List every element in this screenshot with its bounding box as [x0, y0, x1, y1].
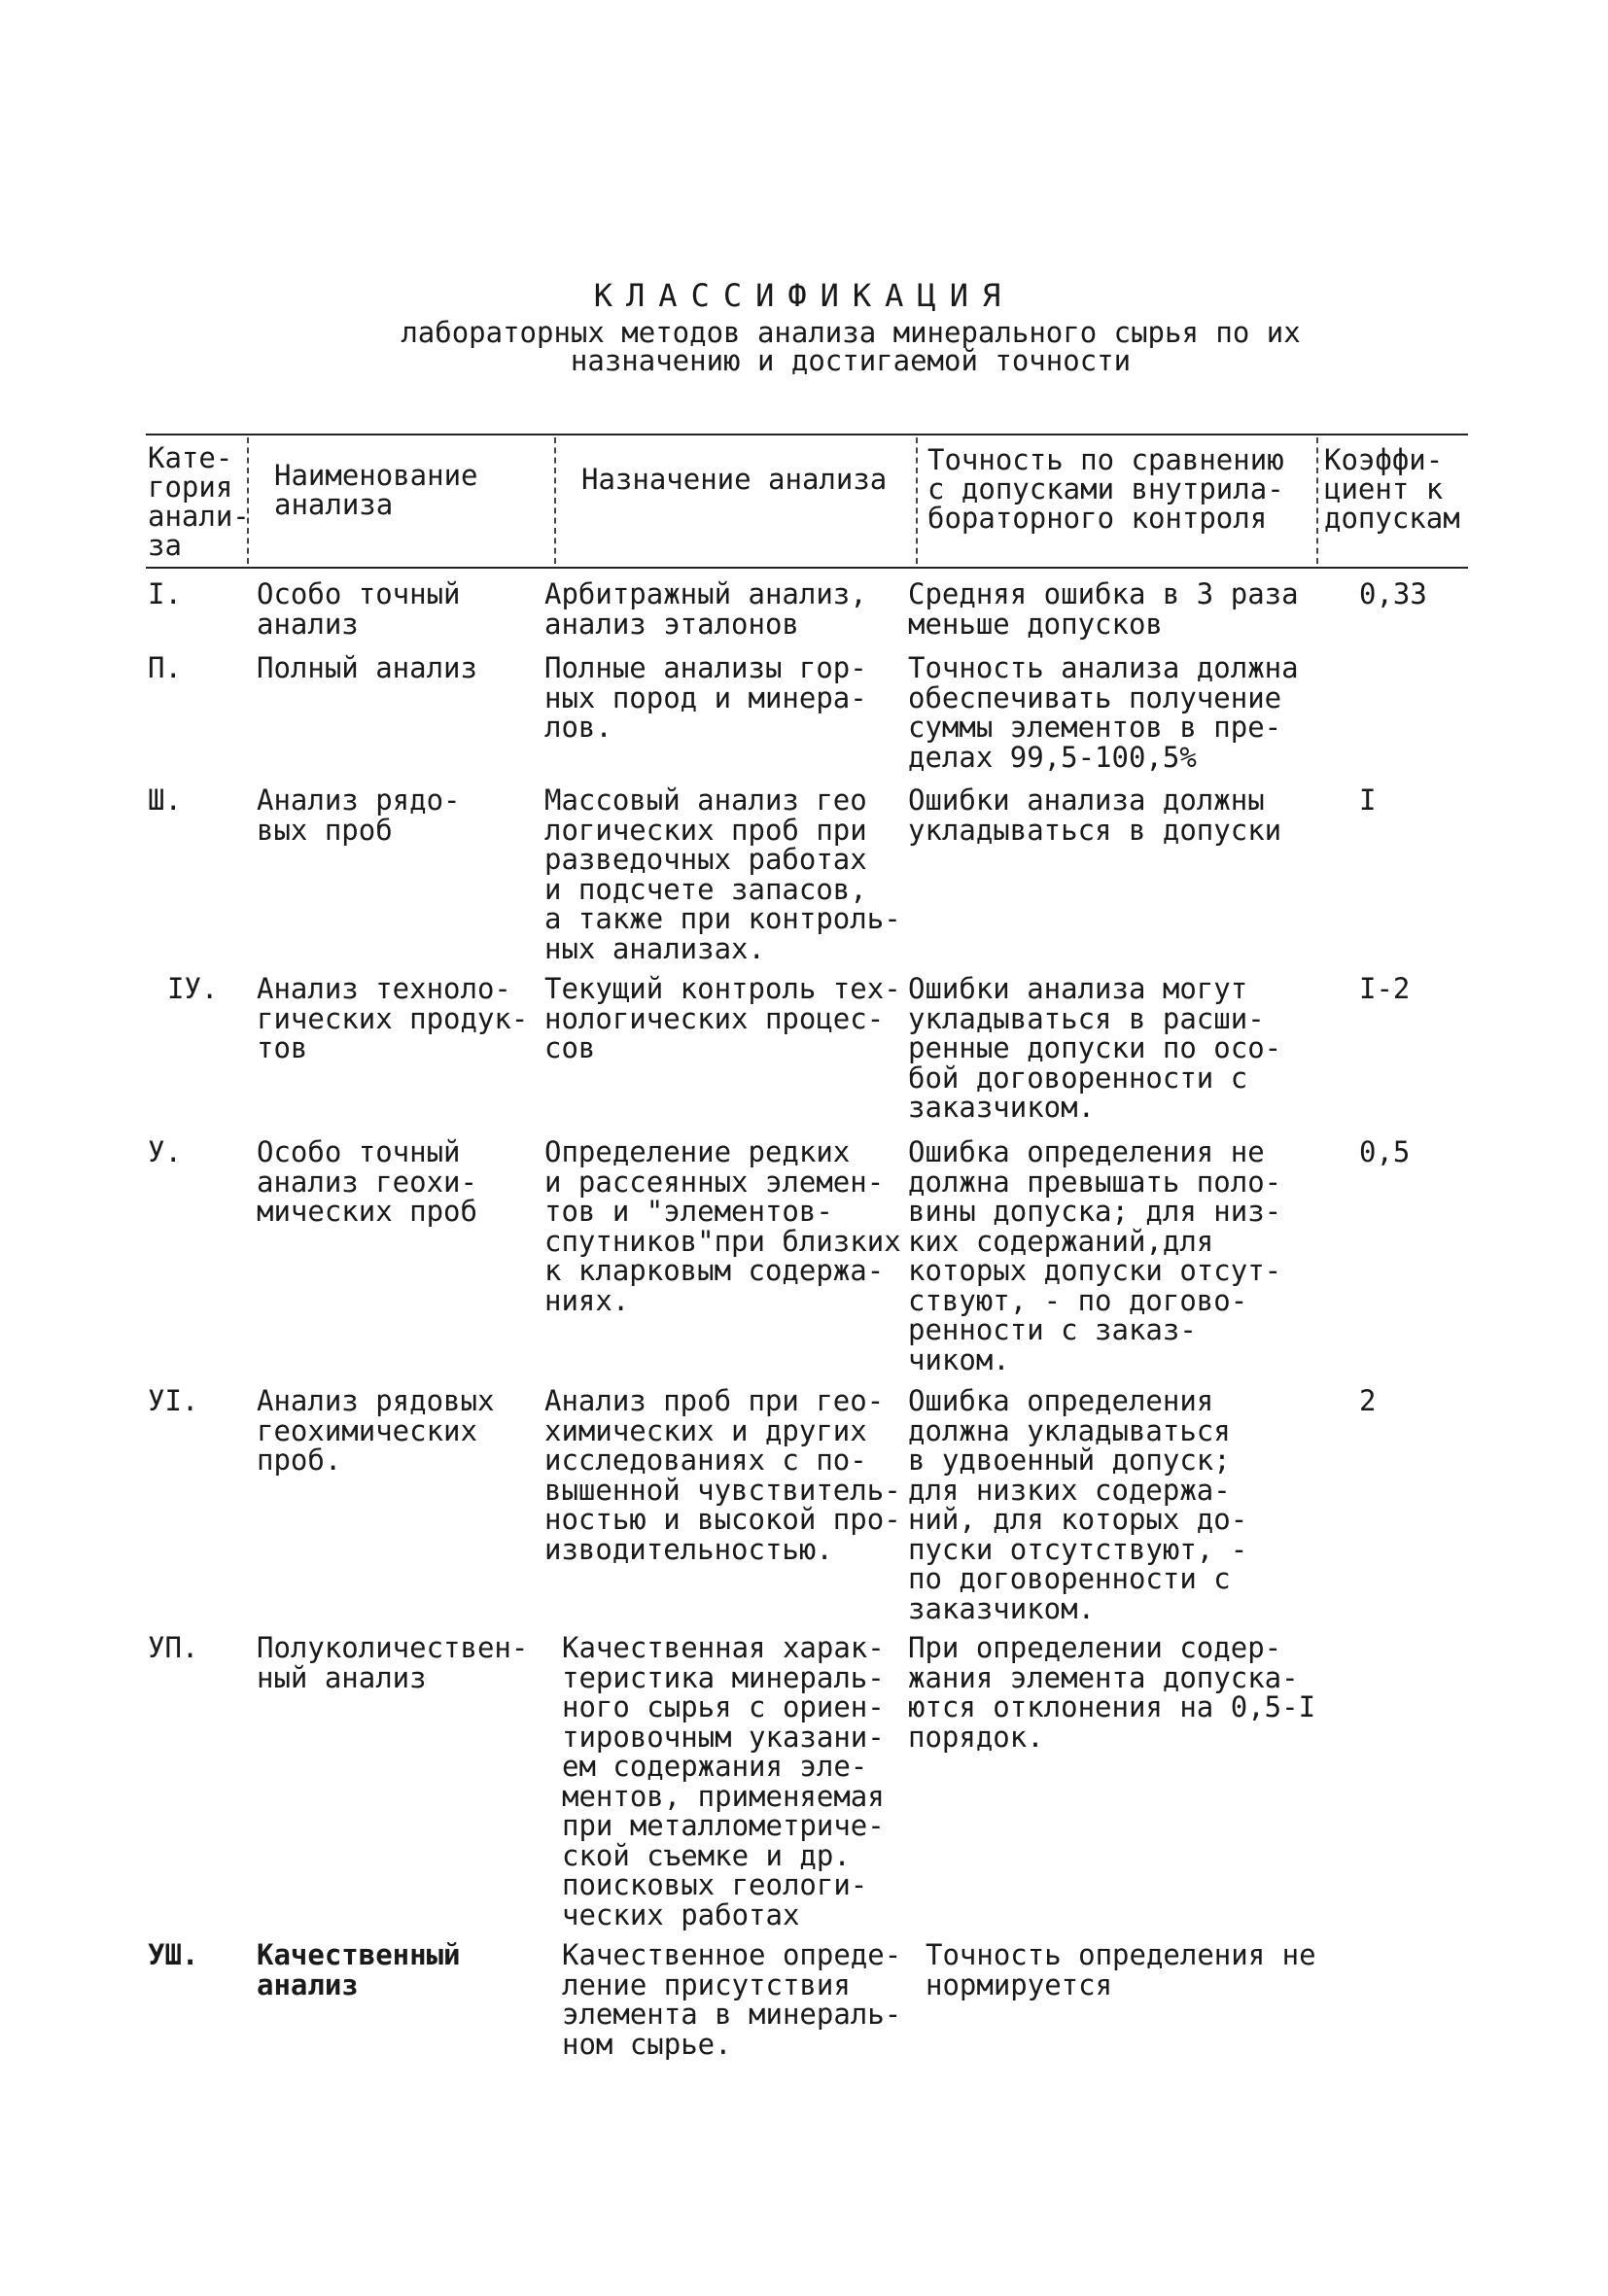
table-top-rule — [146, 434, 1468, 435]
row-name: Качественный анализ — [257, 1938, 461, 2001]
row-coefficient: 2 — [1359, 1384, 1377, 1417]
row-category: Ш. — [148, 783, 182, 817]
header-separator-3 — [916, 437, 918, 564]
row-name: Полуколичествен- ный анализ — [257, 1631, 529, 1694]
row-accuracy: Точность определения не нормируется — [926, 1938, 1316, 2001]
row-purpose: Полные анализы гор- ных пород и минера- лов. — [544, 651, 867, 744]
table-header-rule — [146, 567, 1468, 569]
header-category: Кате- гория анали- за — [148, 441, 250, 562]
row-accuracy: Точность анализа должна обеспечивать получение суммы элементов в пре- делах 99,5-100,5% — [908, 651, 1299, 774]
document-title: КЛАССИФИКАЦИЯ — [593, 277, 1015, 314]
row-coefficient: 0,5 — [1359, 1135, 1411, 1168]
header-separator-4 — [1316, 437, 1318, 564]
header-purpose: Назначение анализа — [581, 463, 888, 496]
header-name: Наименование анализа — [274, 459, 478, 521]
row-name: Особо точный анализ геохи- мических проб — [257, 1135, 477, 1228]
row-accuracy: При определении содер- жания элемента допуска- ются отклонения на 0,5-I порядок. — [908, 1631, 1316, 1754]
row-accuracy: Ошибка определения должна укладываться в удвоенный допуск; для низких содержа- ний, для которых до- пуски отсутствуют, - по договоренности с заказчиком. — [908, 1384, 1248, 1625]
row-purpose: Текущий контроль тех- нологических процес- сов — [544, 972, 901, 1064]
row-name: Особо точный анализ — [257, 577, 461, 641]
document-subtitle: лабораторных методов анализа минерального сырья по их назначению и достигаемой точности — [401, 316, 1301, 377]
header-coefficient: Коэффи- циент к допускам — [1324, 443, 1460, 535]
row-purpose: Арбитражный анализ, анализ эталонов — [544, 577, 867, 641]
row-purpose: Анализ проб при гео- химических и других исследованиях с по- вышенной чувствитель- ностью и высокой про- изводительностью. — [544, 1384, 901, 1566]
header-separator-2 — [554, 437, 556, 564]
row-category: I. — [148, 577, 182, 610]
row-category: П. — [148, 651, 182, 684]
row-category: У. — [148, 1135, 182, 1168]
row-accuracy: Средняя ошибка в 3 раза меньше допусков — [908, 577, 1299, 641]
row-accuracy: Ошибки анализа должны укладываться в допуски — [908, 783, 1282, 847]
row-accuracy: Ошибки анализа могут укладываться в расши- ренные допуски по осо- бой договоренности с заказчиком. — [908, 972, 1282, 1124]
row-name: Анализ рядо- вых проб — [257, 783, 461, 847]
row-name: Анализ рядовых геохимических проб. — [257, 1384, 495, 1477]
row-purpose: Качественное опреде- ление присутствия элемента в минераль- ном сырье. — [562, 1938, 902, 2061]
row-coefficient: I — [1359, 783, 1377, 817]
header-accuracy: Точность по сравнению с допусками внутрила- бораторного контроля — [927, 443, 1284, 535]
row-coefficient: I-2 — [1359, 972, 1411, 1005]
row-name: Полный анализ — [257, 651, 477, 684]
row-category: УП. — [148, 1631, 199, 1664]
row-category: УI. — [148, 1384, 199, 1417]
row-name: Анализ техноло- гических продук- тов — [257, 972, 529, 1064]
row-purpose: Качественная харак- теристика минераль- ного сырья с ориен- тировочным указани- ем содержания эле- ментов, применяемая при металлометриче- ской съемке и др. поисковых геологи- ческих работах — [562, 1631, 885, 1931]
row-category: IУ. — [167, 972, 219, 1005]
row-purpose: Определение редких и рассеянных элемен- тов и "элементов- спутников"при близких к кларковым содержа- ниях. — [544, 1135, 901, 1317]
row-category: УШ. — [148, 1938, 199, 1971]
row-coefficient: 0,33 — [1359, 577, 1427, 610]
row-purpose: Массовый анализ гео логических проб при разведочных работах и подсчете запасов, а также при контроль- ных анализах. — [544, 783, 901, 965]
row-accuracy: Ошибка определения не должна превышать поло- вины допуска; для низ- ких содержаний,для которых допуски отсут- ствуют, - по догово- ренности с заказ- чиком. — [908, 1135, 1282, 1376]
